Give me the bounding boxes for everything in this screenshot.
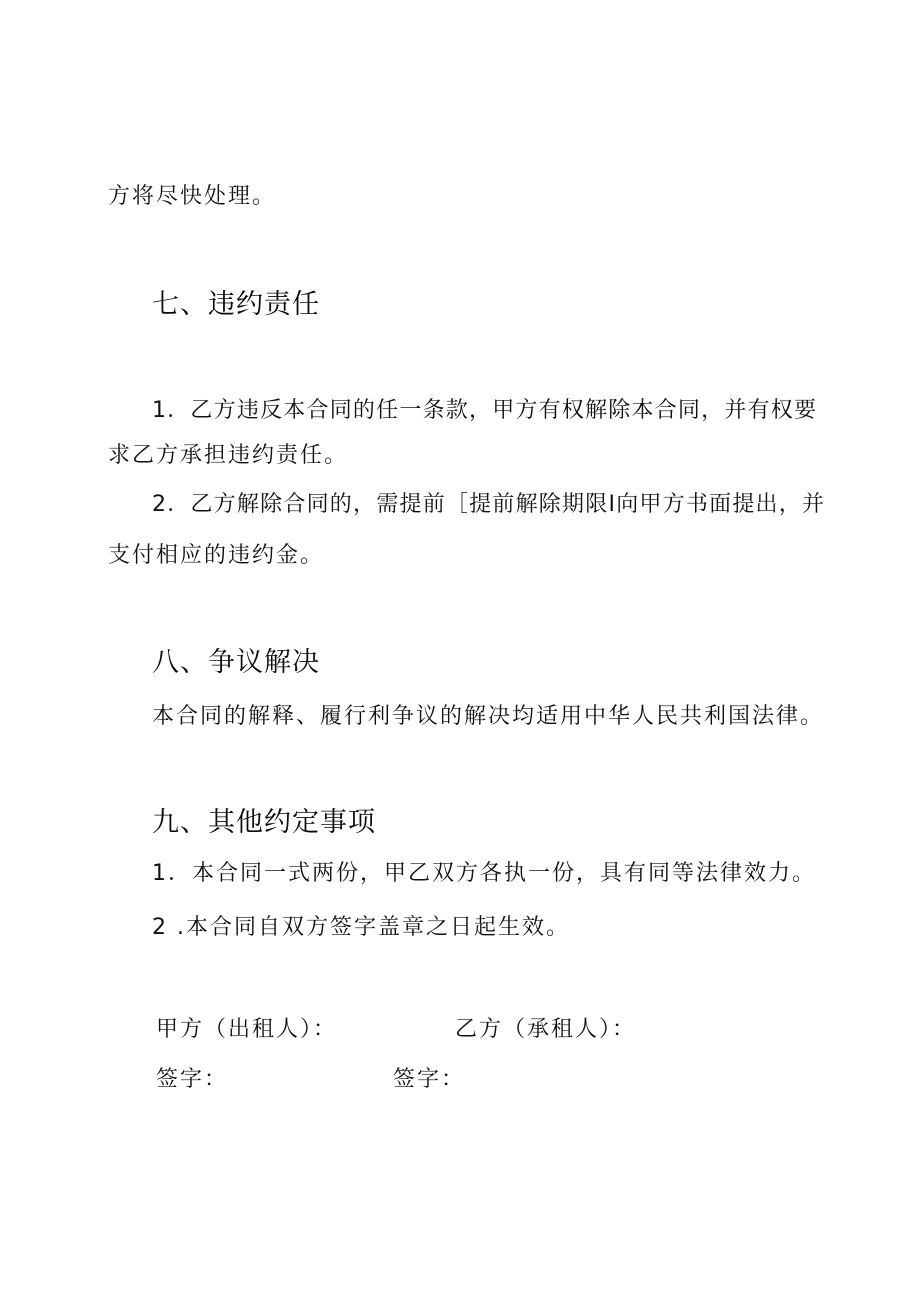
section-heading-dispute: 八、争议解决 <box>152 647 320 678</box>
party-a-signature-label: 签字： <box>156 1067 229 1092</box>
breach-item-1-line-2: 求乙方承担违约责任。 <box>108 443 349 468</box>
party-a-label: 甲方（出租人）： <box>156 1017 338 1042</box>
party-b-label: 乙方（承租人）： <box>455 1017 637 1042</box>
continuation-text: 方将尽快处理。 <box>108 184 277 209</box>
party-b-signature-label: 签字： <box>393 1067 466 1092</box>
dispute-text: 本合同的解释、履行利争议的解决均适用中华人民共利国法律。 <box>152 704 825 729</box>
breach-item-2-line-2: 支付相应的违约金。 <box>108 543 325 568</box>
other-item-1: 1．本合同一式两份，甲乙双方各执一份，具有同等法律效力。 <box>152 861 816 886</box>
breach-item-1-line-1: 1．乙方违反本合同的任一条款，甲方有权解除本合同，并有权要 <box>152 398 816 423</box>
breach-item-2-line-1: 2．乙方解除合同的，需提前［提前解除期限I向甲方书面提出，并 <box>152 492 824 517</box>
section-heading-breach: 七、违约责任 <box>152 289 320 320</box>
other-item-2: 2 .本合同自双方签字盖章之日起生效。 <box>152 915 570 940</box>
section-heading-other: 九、其他约定事项 <box>152 807 376 838</box>
